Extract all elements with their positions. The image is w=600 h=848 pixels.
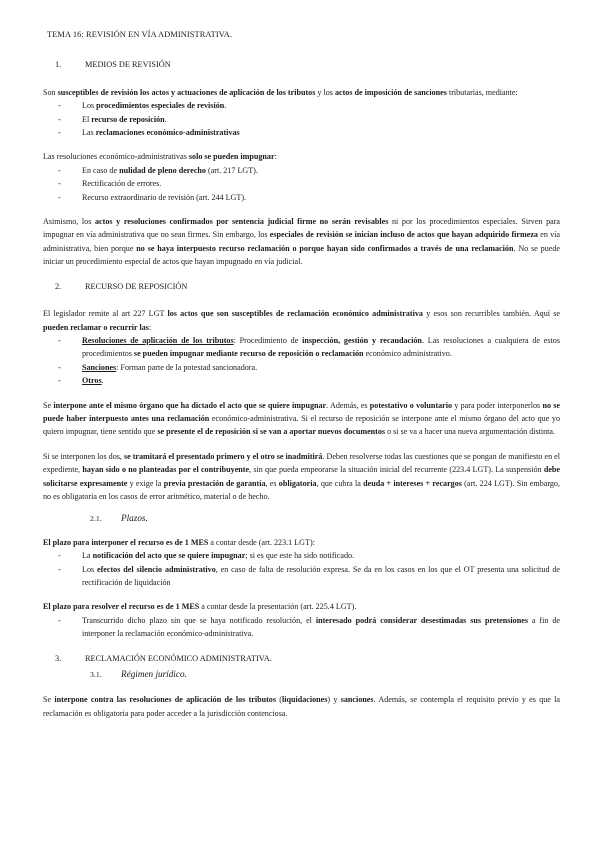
section-title: RECURSO DE REPOSICIÓN	[85, 281, 188, 291]
section-title: RECLAMACIÓN ECONÓMICO ADMINISTRATIVA.	[85, 653, 272, 663]
section-number: 1.	[55, 60, 62, 70]
subsection-2-1-heading	[90, 512, 560, 525]
bullet-list	[43, 614, 560, 641]
document-page	[43, 28, 560, 720]
section-2-heading	[55, 280, 560, 293]
paragraph: Las resoluciones económico-administrativas solo se pueden impugnar:	[43, 152, 277, 162]
list-item: - Recurso extraordinario de revisión (art. 244 LGT).	[58, 191, 560, 204]
document-title: TEMA 16: REVISIÓN EN VÍA ADMINISTRATIVA.	[47, 30, 233, 39]
paragraph: Se interpone contra las resoluciones de aplicación de los tributos (liquidaciones) y sanciones. Además, se contempla el requisito previo y es que la reclamación es obligatoria para poder acceder a la jurisdicción contenciosa.	[43, 695, 561, 718]
list-item: - La notificación del acto que se quiere impugnar; si es que este ha sido notificado.	[58, 549, 560, 562]
paragraph: Asimismo, los actos y resoluciones confirmados por sentencia judicial firme no serán revisables ni por los procedimientos especiales. Sirven para impugnar en vía administrativa que no sean firmes. Sin embargo, los especiales de revisión se inician incluso de actos que hayan adquirido firmeza en vía administrativa, bien porque no se haya interpuesto recurso reclamación o porque hayan sido confirmados a través de una reclamación. No se puede iniciar un procedimiento especial de actos que hayan impugnado en vía judicial.	[43, 217, 561, 267]
subsection-3-1-heading	[90, 668, 560, 681]
section-1-heading	[55, 58, 560, 71]
subsection-number: 2.1.	[90, 514, 102, 524]
paragraph: Se interpone ante el mismo órgano que ha dictado el acto que se quiere impugnar. Además, es potestativo o voluntario y para poder interponerlos no se puede haber interpuesto antes una reclamación económico-administrativa. Si el recurso de reposición se interpone ante el mismo órgano del acto que yo quiero impugnar, tiene sentido que se presente el de reposición si se van a aportar nuevos documentos o si se va a hacer una nueva argumentación distinta.	[43, 400, 561, 437]
bullet-list	[43, 164, 560, 204]
subsection-title: Régimen jurídico.	[121, 669, 187, 680]
section-3-heading	[55, 652, 560, 665]
subsection-number: 3.1.	[90, 670, 102, 680]
paragraph: Si se interponen los dos, se tramitará el presentado primero y el otro se inadmitirá. Deben resolverse todas las cuestiones que se pongan de manifiesto en el expediente, hayan sido o no planteadas por el contribuyente, sin que pueda empeorarse la situación inicial del recurrente (223.4 LGT). La suspensión debe solicitarse expresamente y exige la previa prestación de garantía, es obligatoria, que cubra la deuda + intereses + recargos (art. 224 LGT). Sin embargo, no es obligatoria en los casos de error aritmético, material o de hecho.	[43, 451, 561, 501]
list-item: - Resoluciones de aplicación de los tributos: Procedimiento de inspección, gestión y recaudación. Las resoluciones a cualquiera de estos procedimientos se pueden impugnar mediante recurso de reposición o reclamación económico administrativo.	[58, 334, 560, 361]
list-item: - Sanciones: Forman parte de la potestad sancionadora.	[58, 361, 560, 374]
bullet-list	[43, 334, 560, 388]
section-number: 3.	[55, 653, 62, 663]
paragraph: El legislador remite al art 227 LGT los actos que son susceptibles de reclamación económico administrativa y esos son recurribles también. Aquí se pueden reclamar o recurrir las:	[43, 309, 560, 332]
list-item: - Los procedimientos especiales de revisión.	[58, 99, 560, 112]
list-item: - Los efectos del silencio administrativo, en caso de falta de resolución expresa. Se da en los casos en los que el OT presenta una solicitud de rectificación de liquidación	[58, 563, 560, 590]
section-number: 2.	[55, 281, 62, 291]
paragraph: El plazo para resolver el recurso es de 1 MES a contar desde la presentación (art. 225.4 LGT).	[43, 602, 357, 612]
list-item: - Otros.	[58, 374, 560, 387]
paragraph: El plazo para interponer el recurso es de 1 MES a contar desde (art. 223.1 LGT):	[43, 537, 315, 547]
list-item: - El recurso de reposición.	[58, 113, 560, 126]
bullet-list	[43, 99, 560, 139]
list-item: - En caso de nulidad de pleno derecho (art. 217 LGT).	[58, 164, 560, 177]
paragraph: Son susceptibles de revisión los actos y actuaciones de aplicación de los tributos y los actos de imposición de sanciones tributarias, mediante:	[43, 87, 518, 97]
list-item: - Rectificación de errores.	[58, 177, 560, 190]
bullet-list	[43, 549, 560, 589]
section-title: MEDIOS DE REVISIÓN	[85, 60, 171, 70]
list-item: - Las reclamaciones económico-administrativas	[58, 126, 560, 139]
subsection-title: Plazos.	[121, 513, 148, 524]
list-item: - Transcurrido dicho plazo sin que se haya notificado resolución, el interesado podrá considerar desestimadas sus pretensiones a fin de interponer la reclamación económico-administrativa.	[58, 614, 560, 641]
